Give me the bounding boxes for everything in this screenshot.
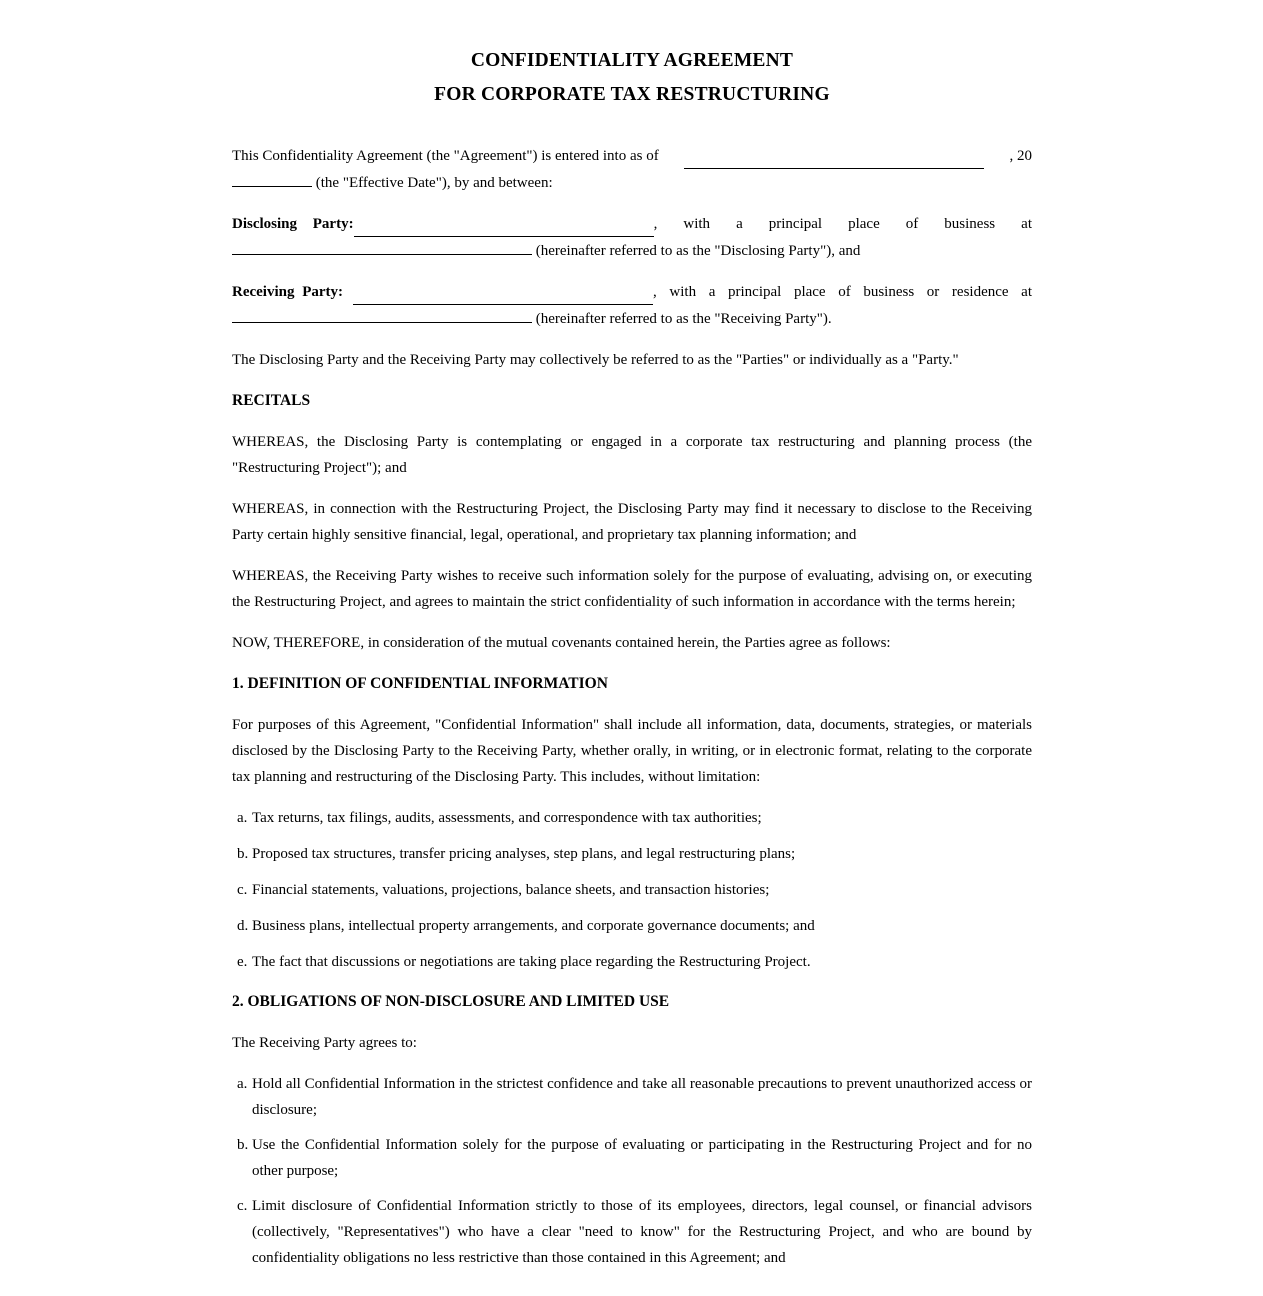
effective-year-blank[interactable] — [232, 169, 312, 187]
receiving-party-block — [232, 279, 1032, 331]
disclosing-party-block — [232, 211, 1032, 263]
effective-date-blank[interactable] — [684, 151, 984, 169]
intro-year-prefix: , 20 — [1009, 148, 1032, 164]
list-marker: b. — [237, 1137, 249, 1153]
recital-paragraph: WHEREAS, in connection with the Restructuring Project, the Disclosing Party may find it necessary to disclose to the Receiving Party certain highly sensitive financial, legal, operational, and proprietary tax planning information; and — [232, 501, 1032, 543]
list-item — [232, 841, 1032, 867]
list-item-text: Limit disclosure of Confidential Information strictly to those of its employees, directors, legal counsel, or financial advisors (collectively, "Representatives") who have a clear "need to know" for the Restructuring Project, and who are bound by confidentiality obligations no less restrictive than those contained in this Agreement; and — [252, 1198, 1032, 1266]
list-item — [232, 1071, 1032, 1123]
section-2-heading: 2. OBLIGATIONS OF NON-DISCLOSURE AND LIMITED USE — [232, 993, 670, 1010]
intro-paragraph — [232, 143, 1032, 195]
receiving-party-hereinafter: (hereinafter referred to as the "Receiving Party"). — [535, 311, 832, 327]
list-item — [232, 949, 1032, 975]
now-therefore-paragraph: NOW, THEREFORE, in consideration of the mutual covenants contained herein, the Parties agree as follows: — [232, 635, 891, 651]
list-item-text: Financial statements, valuations, projections, balance sheets, and transaction histories; — [252, 882, 770, 898]
list-item-text: The fact that discussions or negotiations are taking place regarding the Restructuring Project. — [252, 954, 811, 970]
title-line-1: CONFIDENTIALITY AGREEMENT — [470, 50, 794, 71]
section-1-list — [232, 805, 1032, 975]
recitals-heading: RECITALS — [232, 392, 311, 409]
section-1-body: For purposes of this Agreement, "Confidential Information" shall include all information, data, documents, strategies, or materials disclosed by the Disclosing Party to the Receiving Party, whether orally, in writing, or in electronic format, relating to the corporate tax planning and restructuring of the Disclosing Party. This includes, without limitation: — [232, 717, 1032, 785]
list-item — [232, 877, 1032, 903]
receiving-party-address-blank[interactable] — [232, 305, 532, 323]
list-marker: b. — [237, 846, 249, 862]
receiving-party-label: Receiving Party: — [232, 284, 344, 300]
disclosing-party-text — [654, 211, 1032, 237]
list-marker: e. — [237, 954, 248, 970]
receiving-party-text — [653, 279, 1032, 305]
intro-effective-date-text: (the "Effective Date"), by and between: — [315, 175, 553, 191]
document-title — [232, 44, 1032, 112]
disclosing-party-address-blank[interactable] — [232, 237, 532, 255]
recital-paragraph: WHEREAS, the Receiving Party wishes to receive such information solely for the purpose of evaluating, advising on, or executing the Restructuring Project, and agrees to maintain the strict confidentiality of such information in accordance with the terms herein; — [232, 568, 1032, 610]
section-2-list — [232, 1071, 1032, 1271]
recital-paragraph: WHEREAS, the Disclosing Party is contemplating or engaged in a corporate tax restructuring and planning process (the "Restructuring Project"); and — [232, 434, 1032, 476]
disclosing-party-address-intro: , with a principal place of business at — [653, 216, 1032, 232]
disclosing-party-hereinafter: (hereinafter referred to as the "Disclosing Party"), and — [535, 243, 861, 259]
list-marker: a. — [237, 810, 248, 826]
list-item — [232, 1193, 1032, 1271]
list-item — [232, 913, 1032, 939]
list-marker: d. — [237, 918, 249, 934]
disclosing-party-label: Disclosing Party: — [232, 216, 354, 232]
list-item-text: Proposed tax structures, transfer pricing analyses, step plans, and legal restructuring plans; — [252, 846, 796, 862]
list-marker: c. — [237, 1198, 248, 1214]
list-marker: a. — [237, 1076, 248, 1092]
receiving-party-name-blank[interactable] — [353, 287, 653, 305]
intro-text: This Confidentiality Agreement (the "Agreement") is entered into as of — [232, 148, 659, 164]
section-1-heading: 1. DEFINITION OF CONFIDENTIAL INFORMATION — [232, 675, 608, 692]
list-marker: c. — [237, 882, 248, 898]
parties-definition: The Disclosing Party and the Receiving Party may collectively be referred to as the "Parties" or individually as a "Party." — [232, 352, 959, 368]
list-item — [232, 805, 1032, 831]
list-item-text: Tax returns, tax filings, audits, assessments, and correspondence with tax authorities; — [252, 810, 762, 826]
receiving-party-address-intro: , with a principal place of business or residence at — [653, 284, 1032, 300]
list-item — [232, 1132, 1032, 1184]
list-item-text: Business plans, intellectual property arrangements, and corporate governance documents; and — [252, 918, 815, 934]
title-line-2: FOR CORPORATE TAX RESTRUCTURING — [434, 84, 830, 105]
disclosing-party-name-blank[interactable] — [354, 219, 654, 237]
list-item-text: Hold all Confidential Information in the strictest confidence and take all reasonable precautions to prevent unauthorized access or disclosure; — [252, 1076, 1032, 1118]
section-2-body: The Receiving Party agrees to: — [232, 1035, 417, 1051]
list-item-text: Use the Confidential Information solely for the purpose of evaluating or participating in the Restructuring Project and for no other purpose; — [252, 1137, 1032, 1179]
document-body — [232, 44, 1032, 1285]
